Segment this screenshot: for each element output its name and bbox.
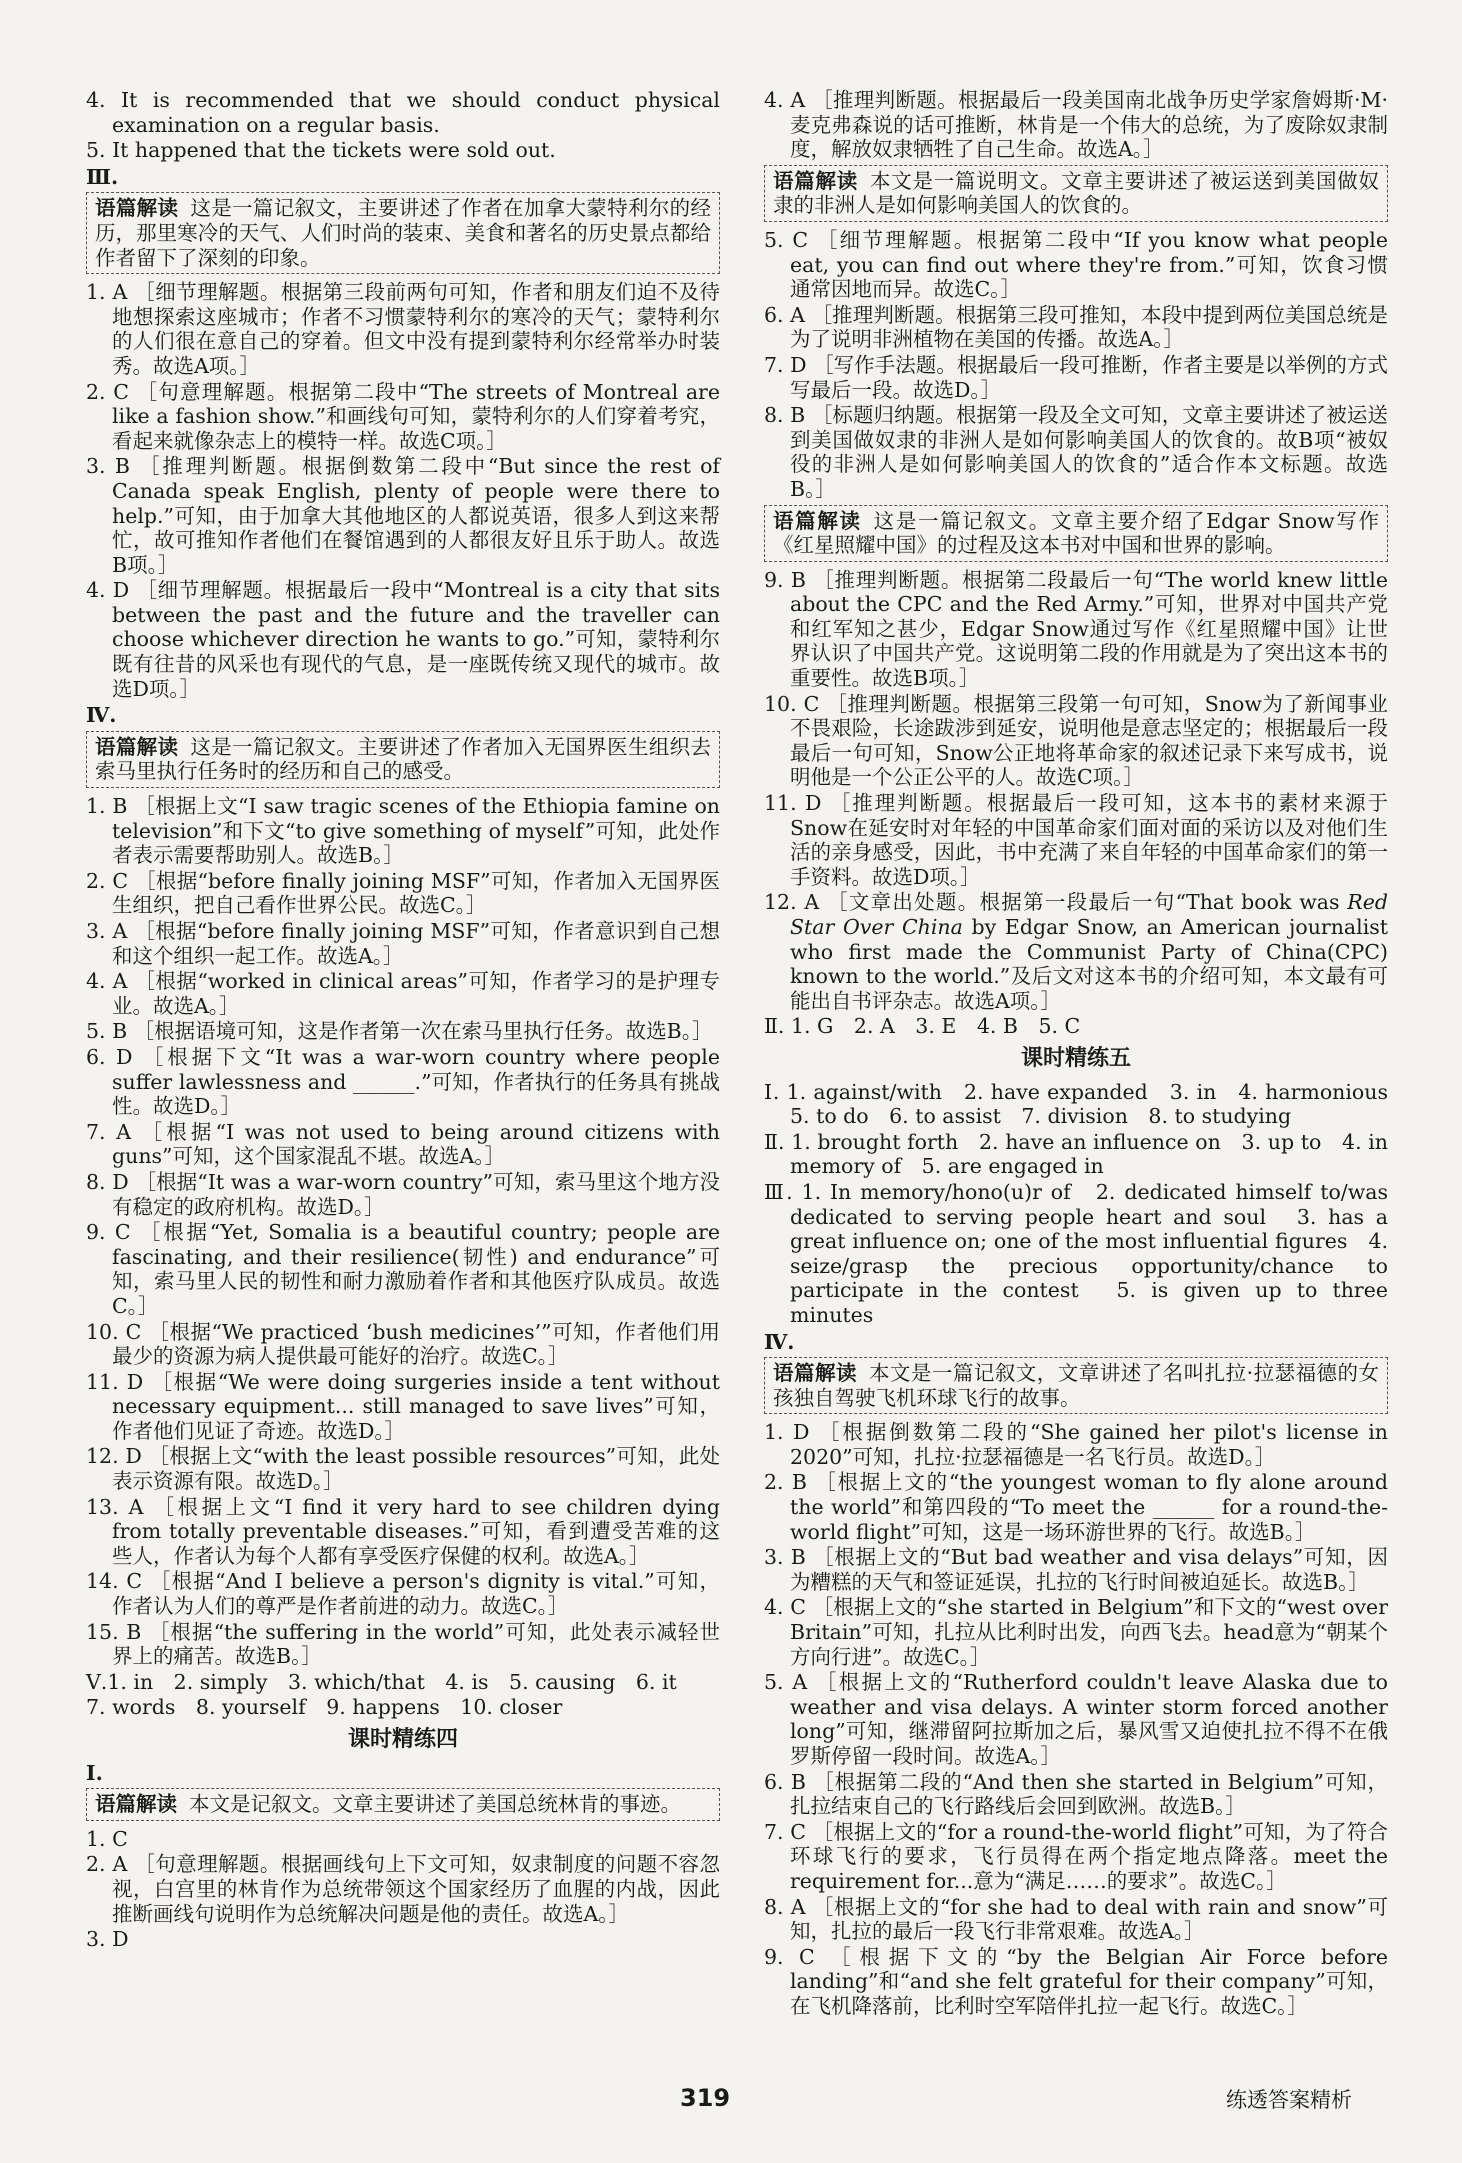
reading-summary-text: 本文是一篇记叙文，文章讲述了名叫扎拉·拉瑟福德的女孩独自驾驶飞机环球飞行的故事。 xyxy=(773,1361,1380,1410)
answer-item: 9. C ［根据“Yet, Somalia is a beautiful country; people are fascinating, and their resilience(韧性) and endurance”可知，索马里人民的韧性和耐力激励着作者和其他医疗队成员。故选C。］ xyxy=(86,1220,720,1318)
answer-item: 15. B ［根据“the suffering in the world”可知，此处表示减轻世界上的痛苦。故选B。］ xyxy=(86,1619,720,1669)
answer-item: 10. C ［根据“We practiced ‘bush medicines’”可知，作者他们用最少的资源为病人提供最可能好的治疗。故选C。］ xyxy=(86,1319,720,1369)
reading-summary-box xyxy=(764,505,1388,562)
answer-item: 3. D xyxy=(86,1927,129,1952)
answer-item: 9. B ［推理判断题。根据第二段最后一句“The world knew little about the CPC and the Red Army.”可知，世界对中国共产党和红军知之甚少，Edgar Snow通过写作《红星照耀中国》让世界认识了中国共产党。这说明第二段的作用就是为了突出这本书的重要性。故选B项。］ xyxy=(764,567,1388,691)
section-label: Ⅲ. xyxy=(86,164,119,189)
answer-line: Ⅲ. 1. In memory/hono(u)r of 2. dedicated himself to/was dedicated to serving people heart and soul 3. has a great influence on; one of the most influential figures 4. seize/grasp the precious opportunity/chance to participate in the contest 5. is given up to three minutes xyxy=(764,1179,1388,1327)
lesson-heading: 课时精练五 xyxy=(1020,1045,1131,1071)
answer-item: 14. C ［根据“And I believe a person's dignity is vital.”可知，作者认为人们的尊严是作者前进的动力。故选C。］ xyxy=(86,1569,720,1619)
answer-line: 1. in 2. simply 3. which/that 4. is 5. causing 6. it xyxy=(107,1669,677,1694)
reading-summary-label: 语篇解读 xyxy=(95,196,179,221)
section-label: Ⅰ. xyxy=(86,1760,103,1785)
answer-line: 4. It is recommended that we should conduct physical examination on a regular basis. xyxy=(86,88,720,137)
section-label: Ⅴ. xyxy=(86,1669,108,1694)
reading-summary-box xyxy=(86,192,720,274)
reading-summary-text: 本文是一篇说明文。文章主要讲述了被运送到美国做奴隶的非洲人是如何影响美国人的饮食的。 xyxy=(773,168,1380,218)
reading-summary-text: 这是一篇记叙文，主要讲述了作者在加拿大蒙特利尔的经历，那里寒冷的天气、人们时尚的装束、美食和著名的历史景点都给作者留下了深刻的印象。 xyxy=(95,196,712,270)
section-label: Ⅳ. xyxy=(764,1329,795,1354)
answer-line: Ⅱ. 1. brought forth 2. have an influence on 3. up to 4. in memory of 5. are engaged in xyxy=(764,1129,1388,1179)
answer-text: by Edgar Snow, an American journalist who first made the Communist Party of China(CPC) known to the world.”及后文对这本书的介绍可知，本文最有可能出自书评杂志。故选A项。］ xyxy=(790,915,1389,1013)
answer-item: 8. B ［标题归纳题。根据第一段及全文可知，文章主要讲述了被运送到美国做奴隶的非洲人是如何影响美国人的饮食的。故B项“被奴役的非洲人是如何影响美国人的饮食的”适合作本文标题。故选B。］ xyxy=(764,403,1388,501)
answer-line: Ⅰ. 1. against/with 2. have expanded 3. in 4. harmonious 5. to do 6. to assist 7. division 8. to studying xyxy=(764,1079,1409,1129)
reading-summary-box xyxy=(86,1788,720,1821)
answer-item-12 xyxy=(764,890,1388,1013)
reading-summary-label: 语篇解读 xyxy=(95,734,179,759)
answer-line: 5. It happened that the tickets were sold out. xyxy=(86,138,556,163)
answer-item: 2. B ［根据上文的“the youngest woman to fly alone around the world”和第四段的“To meet the ______ for a round-the-world flight”可知，这是一场环游世界的飞行。故选B。］ xyxy=(764,1470,1388,1544)
answer-item: 8. A ［根据上文的“for she had to deal with rain and snow”可知，扎拉的最后一段飞行非常艰难。故选A。］ xyxy=(764,1894,1388,1944)
answer-item: 10. C ［推理判断题。根据第三段第一句可知，Snow为了新闻事业不畏艰险，长途跋涉到延安，说明他是意志坚定的；根据最后一段最后一句可知，Snow公正地将革命家的叙述记录下来写成书，说明他是一个公正公平的人。故选C项。］ xyxy=(764,691,1388,790)
reading-summary-label: 语篇解读 xyxy=(773,168,858,193)
reading-summary-label: 语篇解读 xyxy=(95,1792,177,1817)
answer-item: 5. A ［根据上文的“Rutherford couldn't leave Alaska due to weather and visa delays. A winter storm forced another long”可知，继滞留阿拉斯加之后，暴风雪又迫使扎拉不得不在俄罗斯停留一段时间。故选A。］ xyxy=(764,1670,1388,1768)
answer-line: 7. words 8. yourself 9. happens 10. closer xyxy=(86,1695,563,1720)
answer-item: 3. A ［根据“before finally joining MSF”可知，作者意识到自己想和这个组织一起工作。故选A。］ xyxy=(86,919,720,968)
answer-item: 12. D ［根据上文“with the least possible resources”可知，此处表示资源有限。故选D。］ xyxy=(86,1444,720,1494)
answer-item: 7. A ［根据“I was not used to being around citizens with guns”可知，这个国家混乱不堪。故选A。］ xyxy=(86,1119,720,1169)
answer-item: 1. A ［细节理解题。根据第三段前两句可知，作者和朋友们迫不及待地想探索这座城市；作者不习惯蒙特利尔的寒冷的天气；蒙特利尔的人们很在意自己的穿着。但文中没有提到蒙特利尔经常举办时装秀。故选A项。］ xyxy=(86,280,720,378)
answer-item: 11. D ［推理判断题。根据最后一段可知，这本书的素材来源于Snow在延安时对年轻的中国革命家们面对面的采访以及对他们生活的亲身感受，因此，书中充满了来自年轻的中国革命家们的第一手资料。故选D项。］ xyxy=(764,791,1388,889)
reading-summary-text: 这是一篇记叙文。文章主要介绍了Edgar Snow写作《红星照耀中国》的过程及这本书对中国和世界的影响。 xyxy=(773,508,1379,558)
reading-summary-label: 语篇解读 xyxy=(773,508,862,533)
left-column xyxy=(86,88,720,1953)
reading-summary-text: 这是一篇记叙文。主要讲述了作者加入无国界医生组织去索马里执行任务时的经历和自己的感受。 xyxy=(95,734,712,784)
answer-item: 3. B ［根据上文的“But bad weather and visa delays”可知，因为糟糕的天气和签证延误，扎拉的飞行时间被迫延长。故选B。］ xyxy=(764,1545,1388,1594)
answer-item: 1. D ［根据倒数第二段的“She gained her pilot's license in 2020”可知，扎拉·拉瑟福德是一名飞行员。故选D。］ xyxy=(764,1420,1388,1469)
section-label: Ⅳ. xyxy=(86,703,117,728)
answer-item: 11. D ［根据“We were doing surgeries inside a tent without necessary equipment... still managed to save lives”可知，作者他们见证了奇迹。故选D。］ xyxy=(86,1369,720,1443)
answer-item: 6. B ［根据第二段的“And then she started in Belgium”可知，扎拉结束自己的飞行路线后会回到欧洲。故选B。］ xyxy=(764,1769,1388,1819)
answer-item: 9. C ［根据下文的“by the Belgian Air Force before landing”和“and she felt grateful for their company”可知，在飞机降落前，比利时空军陪伴扎拉一起飞行。故选C。］ xyxy=(764,1944,1388,2018)
answer-item: 3. B ［推理判断题。根据倒数第二段中“But since the rest of Canada speak English, plenty of people were there to help.”可知，由于加拿大其他地区的人都说英语，很多人到这来帮忙，故可推知作者他们在餐馆遇到的人都很友好且乐于助人。故选B项。］ xyxy=(86,454,720,577)
footer-title: 练透答案精析 xyxy=(1226,2088,1352,2112)
answer-line: Ⅱ. 1. G 2. A 3. E 4. B 5. C xyxy=(764,1014,1081,1039)
reading-summary-label: 语篇解读 xyxy=(773,1361,857,1386)
answer-item: 5. C ［细节理解题。根据第二段中“If you know what people eat, you can find out where they're from.”可知，饮食习惯通常因地而异。故选C。］ xyxy=(764,227,1388,302)
answer-text: 12. A ［文章出处题。根据第一段最后一句“That book was xyxy=(764,890,1348,915)
section-five-answers xyxy=(86,1670,720,1695)
answer-item: 4. A ［推理判断题。根据最后一段美国南北战争历史学家詹姆斯·M·麦克弗森说的话可推断，林肯是一个伟大的总统，为了废除奴隶制度，解放奴隶牺牲了自己生命。故选A。］ xyxy=(764,88,1388,162)
page-number: 319 xyxy=(680,2084,731,2112)
reading-summary-box xyxy=(86,731,720,788)
answer-item: 1. B ［根据上文“I saw tragic scenes of the Ethiopia famine on television”和下文“to give something of myself”可知，此处作者表示需要帮助别人。故选B。］ xyxy=(86,794,720,868)
answer-item: 7. C ［根据上文的“for a round-the-world flight”可知，为了符合环球飞行的要求，飞行员得在两个指定地点降落。meet the requirement for...意为“满足……的要求”。故选C。］ xyxy=(764,1819,1388,1893)
answer-item: 4. D ［细节理解题。根据最后一段中“Montreal is a city that sits between the past and the future and the traveller can choose whichever direction he wants to go.”可知，蒙特利尔既有往昔的风采也有现代的气息，是一座既传统又现代的城市。故选D项。］ xyxy=(86,578,720,701)
answer-item: 6. D ［根据下文“It was a war-worn country where people suffer lawlessness and ______.”可知，作者执行的任务具有挑战性。故选D。］ xyxy=(86,1044,720,1119)
answer-item: 6. A ［推理判断题。根据第三段可推知，本段中提到两位美国总统是为了说明非洲植物在美国的传播。故选A。］ xyxy=(764,302,1388,352)
answer-item: 4. C ［根据上文的“she started in Belgium”和下文的“west over Britain”可知，扎拉从比利时出发，向西飞去。head意为“朝某个方向行进”。故选C。］ xyxy=(764,1595,1388,1669)
answer-item: 5. B ［根据语境可知，这是作者第一次在索马里执行任务。故选B。］ xyxy=(86,1019,713,1044)
answer-item: 7. D ［写作手法题。根据最后一段可推断，作者主要是以举例的方式写最后一段。故选D。］ xyxy=(764,352,1388,402)
book-title: Red Star Over China xyxy=(790,890,1388,939)
reading-summary-box xyxy=(764,1357,1388,1414)
answer-item: 4. A ［根据“worked in clinical areas”可知，作者学习的是护理专业。故选A。］ xyxy=(86,969,720,1018)
answer-item: 1. C xyxy=(86,1826,128,1851)
answer-item: 2. C ［句意理解题。根据第二段中“The streets of Montreal are like a fashion show.”和画线句可知，蒙特利尔的人们穿着考究，看起来就像杂志上的模特一样。故选C项。］ xyxy=(86,379,720,453)
answer-item: 8. D ［根据“It was a war-worn country”可知，索马里这个地方没有稳定的政府机构。故选D。］ xyxy=(86,1169,720,1219)
answer-item: 13. A ［根据上文“I find it very hard to see children dying from totally preventable diseases.”可知，看到遭受苦难的这些人，作者认为每个人都有享受医疗保健的权利。故选A。］ xyxy=(86,1494,720,1568)
answer-item: 2. A ［句意理解题。根据画线句上下文可知，奴隶制度的问题不容忽视，白宫里的林肯作为总统带领这个国家经历了血腥的内战，因此推断画线句说明作为总统解决问题是他的责任。故选A。］ xyxy=(86,1852,720,1926)
reading-summary-text: 本文是记叙文。文章主要讲述了美国总统林肯的事迹。 xyxy=(189,1792,681,1817)
lesson-heading: 课时精练四 xyxy=(347,1727,458,1752)
right-column xyxy=(764,88,1409,2020)
answer-item: 2. C ［根据“before finally joining MSF”可知，作者加入无国界医生组织，把自己看作世界公民。故选C。］ xyxy=(86,868,720,918)
reading-summary-box xyxy=(764,165,1388,222)
